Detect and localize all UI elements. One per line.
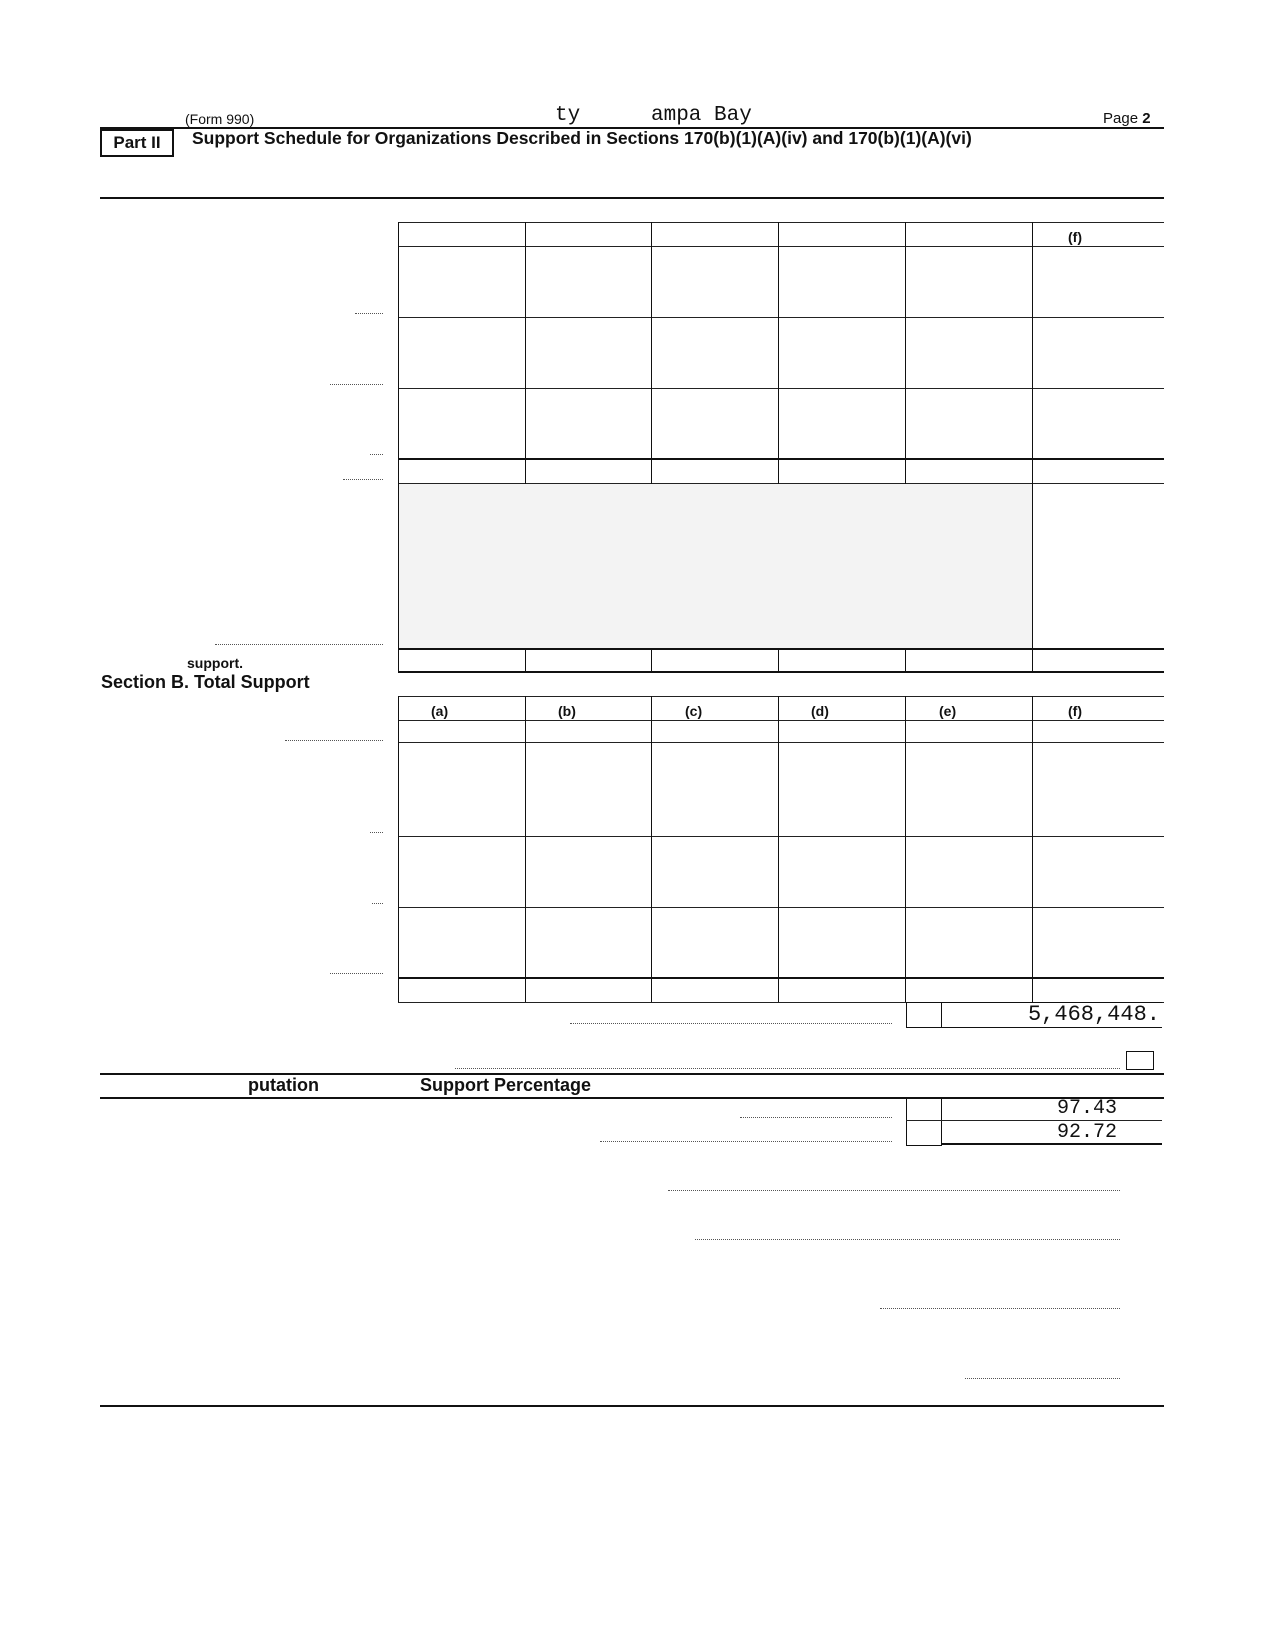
checkbox[interactable]	[1126, 1051, 1154, 1070]
percentage-value-1: 97.43	[1056, 1097, 1117, 1120]
leader-dots-2	[695, 1239, 1120, 1240]
page-indicator	[1103, 110, 1151, 127]
section-a-col-f-header: (f)	[1068, 229, 1082, 245]
section-b-col-a: (a)	[431, 703, 449, 719]
total-support-value: 5,468,448.	[1027, 1002, 1160, 1027]
section-a-support-label: support.	[187, 655, 243, 671]
page-label: Page	[1103, 110, 1139, 127]
section-b-col-f: (f)	[1068, 703, 1082, 719]
leader-dots-1	[668, 1190, 1120, 1191]
part-ii-label: Part II	[100, 129, 174, 157]
section-b-title: Section B. Total Support	[101, 672, 310, 692]
leader-dots-4	[965, 1378, 1120, 1379]
checkbox-leader-dots	[455, 1068, 1120, 1069]
section-b-col-c: (c)	[685, 703, 703, 719]
section-b-col-e: (e)	[939, 703, 957, 719]
page-number: 2	[1142, 110, 1151, 127]
section-b-col-b: (b)	[558, 703, 576, 719]
total-leader-dots	[570, 1023, 892, 1024]
part-ii-title: Support Schedule for Organizations Described in Sections 170(b)(1)(A)(iv) and 170(b)(1)(A)(vi)	[192, 128, 972, 148]
section-c-title-rule	[100, 1097, 1164, 1099]
section-b-col-d: (d)	[811, 703, 829, 719]
section-c-left-label: putation	[248, 1075, 319, 1095]
total-value-cell	[942, 1002, 1162, 1028]
form-label: (Form 990)	[185, 111, 255, 127]
percentage-value-2: 92.72	[1056, 1121, 1117, 1144]
leader-dots-3	[880, 1308, 1120, 1309]
section-c-title: Support Percentage	[420, 1075, 592, 1095]
org-name-fragment-2: ampa Bay	[651, 104, 752, 127]
section-a-top-rule	[100, 197, 1164, 199]
total-line-number-box	[906, 1002, 942, 1028]
bottom-rule	[100, 1405, 1164, 1407]
org-name-fragment-1: ty	[555, 104, 581, 127]
